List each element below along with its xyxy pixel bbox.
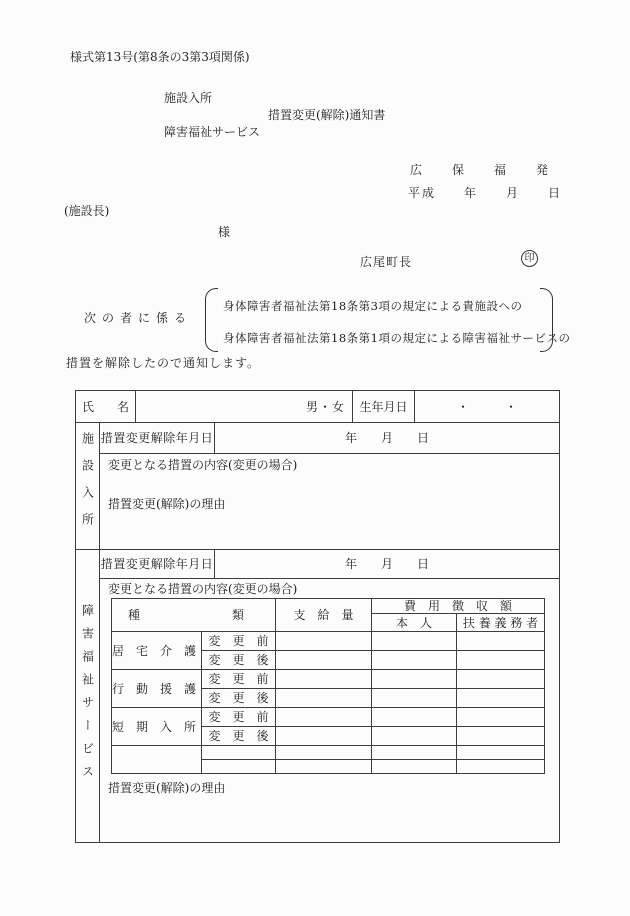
section-facility-label-cell — [76, 423, 100, 549]
fee-header-cell: 費 用 徴 収 額 — [372, 599, 545, 614]
table-row — [112, 632, 545, 651]
before-change-label: 変 更 前 — [202, 708, 276, 727]
right-brace-icon — [540, 288, 553, 352]
amount-before-cell — [276, 632, 372, 651]
section-service-body — [100, 550, 559, 842]
fee-dependent-header-cell: 扶 養 義 務 者 — [457, 614, 545, 632]
table-row — [112, 708, 545, 727]
self-before-cell — [372, 708, 457, 727]
title-option-facility: 施設入所 — [164, 91, 213, 105]
dependent-before-cell — [457, 746, 545, 760]
seal-character: 印 — [524, 252, 535, 264]
facility-content-cell — [100, 454, 559, 549]
amount-after-cell — [276, 651, 372, 670]
name-row — [76, 391, 559, 423]
facility-date-value-cell: 年 月 日 — [344, 431, 429, 445]
name-value-cell — [136, 391, 353, 422]
amount-before-cell — [276, 670, 372, 689]
title-option-service: 障害福祉サービス — [164, 125, 261, 139]
self-after-cell — [372, 760, 457, 774]
service-type-short-stay: 短 期 入 所 — [112, 708, 202, 746]
service-change-table — [111, 598, 545, 774]
section-facility-body — [100, 423, 559, 549]
section-service-label-cell — [76, 550, 100, 842]
type-header-left: 種 — [128, 608, 141, 622]
section-welfare-service — [76, 550, 559, 842]
left-brace-icon — [205, 288, 218, 352]
section-facility-label: 施設入所 — [80, 432, 95, 540]
facility-date-label-cell: 措置変更解除年月日 — [100, 423, 215, 453]
fee-self-header-cell: 本 人 — [372, 614, 457, 632]
self-after-cell — [372, 651, 457, 670]
after-change-label: 変 更 後 — [202, 689, 276, 708]
document-code: 広 保 福 発 — [410, 163, 551, 177]
self-before-cell — [372, 670, 457, 689]
sender-name: 広尾町長 — [360, 255, 413, 269]
amount-header-cell: 支 給 量 — [276, 599, 372, 632]
dependent-after-cell — [457, 689, 545, 708]
section-service-label: 障害福祉サービス — [80, 604, 95, 788]
intro-closing: 措置を解除したので通知します。 — [66, 356, 261, 370]
addressee-note: (施設長) — [64, 204, 110, 218]
amount-after-cell — [276, 760, 372, 774]
service-date-value-cell: 年 月 日 — [344, 557, 429, 571]
birthdate-value-cell: ・ ・ — [456, 399, 517, 414]
amount-before-cell — [276, 746, 372, 760]
after-change-label: 変 更 後 — [202, 727, 276, 746]
service-content-label: 変更となる措置の内容(変更の場合) — [108, 582, 298, 596]
birthdate-label-cell: 生年月日 — [353, 391, 415, 422]
service-date-row — [100, 550, 559, 579]
name-label-right: 名 — [116, 399, 129, 414]
section-facility-admission — [76, 423, 559, 550]
service-type-home-care: 居 宅 介 護 — [112, 632, 202, 670]
facility-date-row — [100, 423, 559, 454]
addressee-honorific: 様 — [218, 225, 231, 239]
dependent-before-cell — [457, 670, 545, 689]
intro-option-2: 身体障害者福祉法第18条第1項の規定による障害福祉サービスの — [223, 331, 571, 345]
dependent-after-cell — [457, 760, 545, 774]
intro-option-1: 身体障害者福祉法第18条第3項の規定による貴施設への — [223, 299, 523, 313]
document-title: 措置変更(解除)通知書 — [268, 108, 386, 122]
service-reason-label: 措置変更(解除)の理由 — [108, 781, 226, 795]
self-before-cell — [372, 746, 457, 760]
self-before-cell — [372, 632, 457, 651]
facility-reason-label: 措置変更(解除)の理由 — [108, 497, 226, 511]
service-type-behavior-support: 行 動 援 護 — [112, 670, 202, 708]
after-change-empty — [202, 760, 276, 774]
service-type-empty — [112, 746, 202, 774]
notice-table — [75, 390, 560, 843]
service-date-label-cell: 措置変更解除年月日 — [100, 550, 215, 578]
before-change-label: 変 更 前 — [202, 670, 276, 689]
document-date: 平成 年 月 日 — [408, 186, 563, 200]
service-content-cell — [100, 579, 559, 842]
dependent-before-cell — [457, 708, 545, 727]
name-label-cell — [76, 391, 136, 422]
facility-content-label: 変更となる措置の内容(変更の場合) — [108, 458, 298, 472]
table-row — [112, 670, 545, 689]
before-change-label: 変 更 前 — [202, 632, 276, 651]
dependent-before-cell — [457, 632, 545, 651]
self-after-cell — [372, 727, 457, 746]
gender-text: 男・女 — [305, 399, 345, 414]
intro-lead: 次の者に係る — [84, 311, 193, 325]
table-row — [112, 746, 545, 760]
type-header-right: 類 — [232, 608, 245, 622]
dependent-after-cell — [457, 727, 545, 746]
amount-after-cell — [276, 727, 372, 746]
form-number: 様式第13号(第8条の3第3項関係) — [70, 50, 250, 64]
amount-before-cell — [276, 708, 372, 727]
before-change-empty — [202, 746, 276, 760]
name-label-left: 氏 — [82, 399, 95, 414]
amount-after-cell — [276, 689, 372, 708]
seal-icon — [521, 250, 538, 267]
after-change-label: 変 更 後 — [202, 651, 276, 670]
type-header-cell — [112, 599, 276, 632]
self-after-cell — [372, 689, 457, 708]
dependent-after-cell — [457, 651, 545, 670]
